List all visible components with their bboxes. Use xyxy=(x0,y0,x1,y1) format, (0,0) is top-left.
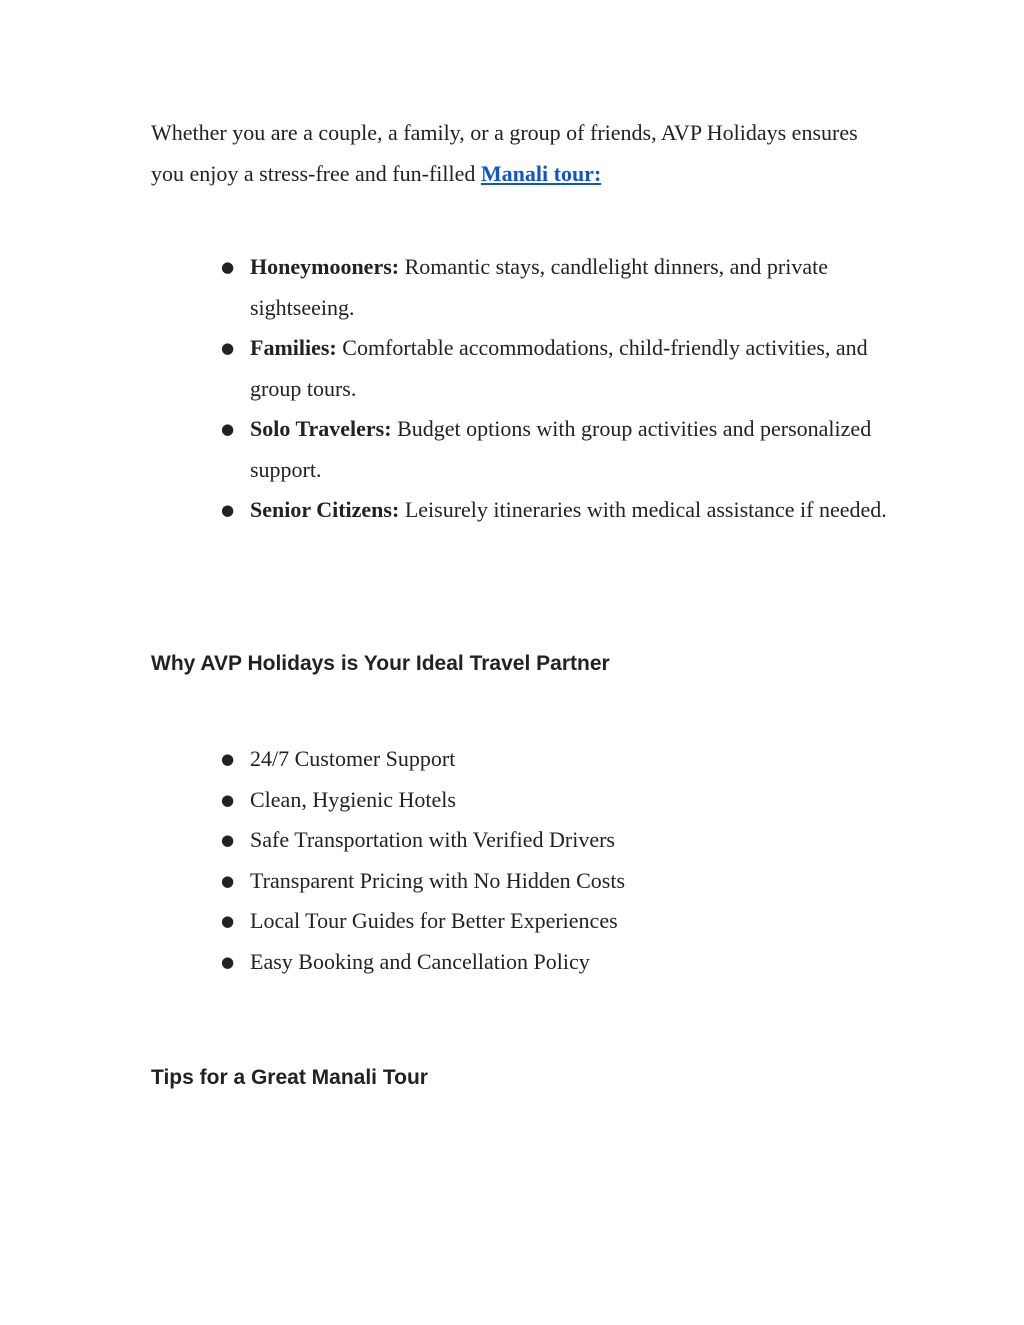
intro-paragraph xyxy=(151,113,891,194)
audience-list xyxy=(0,247,890,531)
why-avp-heading: Why AVP Holidays is Your Ideal Travel Partner xyxy=(151,652,610,675)
item-text: Transparent Pricing with No Hidden Costs xyxy=(250,867,626,893)
list-item xyxy=(0,901,890,942)
item-label: Senior Citizens: xyxy=(250,497,400,522)
list-item xyxy=(0,820,890,861)
list-item xyxy=(0,247,890,328)
item-text: Comfortable accommodations, child-friendly activities, and group tours. xyxy=(250,335,868,401)
bullet-icon: ● xyxy=(221,831,235,849)
bullet-icon: ● xyxy=(221,501,235,519)
item-label: Honeymooners: xyxy=(250,254,400,279)
list-item xyxy=(0,739,890,780)
tips-heading: Tips for a Great Manali Tour xyxy=(151,1066,428,1089)
bullet-icon: ● xyxy=(221,339,235,357)
intro-text: Whether you are a couple, a family, or a group of friends, AVP Holidays ensures you enjoy a stress-free and fun-filled xyxy=(151,120,858,186)
item-label: Families: xyxy=(250,335,337,360)
list-item xyxy=(0,409,890,490)
link-suffix[interactable]: : xyxy=(593,160,602,186)
bullet-icon: ● xyxy=(221,912,235,930)
bullet-icon: ● xyxy=(221,952,235,971)
item-label: Solo Travelers: xyxy=(250,416,392,441)
bullet-icon: ● xyxy=(221,258,235,276)
bullet-icon: ● xyxy=(221,871,235,890)
bullet-icon: ● xyxy=(221,750,235,768)
item-text: Budget options with group activities and personalized support. xyxy=(250,416,872,482)
list-item xyxy=(0,490,890,531)
bullet-icon: ● xyxy=(221,420,235,438)
item-text: Leisurely itineraries with medical assistance if needed. xyxy=(399,497,887,522)
features-list xyxy=(0,739,890,982)
item-text: Romantic stays, candlelight dinners, and private sightseeing. xyxy=(250,254,828,320)
item-text: Clean, Hygienic Hotels xyxy=(250,786,456,812)
item-text: Easy Booking and Cancellation Policy xyxy=(250,948,590,974)
list-item xyxy=(0,328,890,409)
list-item xyxy=(0,942,890,983)
item-text: Safe Transportation with Verified Drivers xyxy=(250,827,615,852)
item-text: 24/7 Customer Support xyxy=(250,746,456,771)
list-item xyxy=(0,780,890,821)
bullet-icon: ● xyxy=(221,790,235,809)
manali-tour-link[interactable]: Manali tour xyxy=(480,160,594,186)
list-item xyxy=(0,861,890,902)
item-text: Local Tour Guides for Better Experiences xyxy=(250,908,618,933)
